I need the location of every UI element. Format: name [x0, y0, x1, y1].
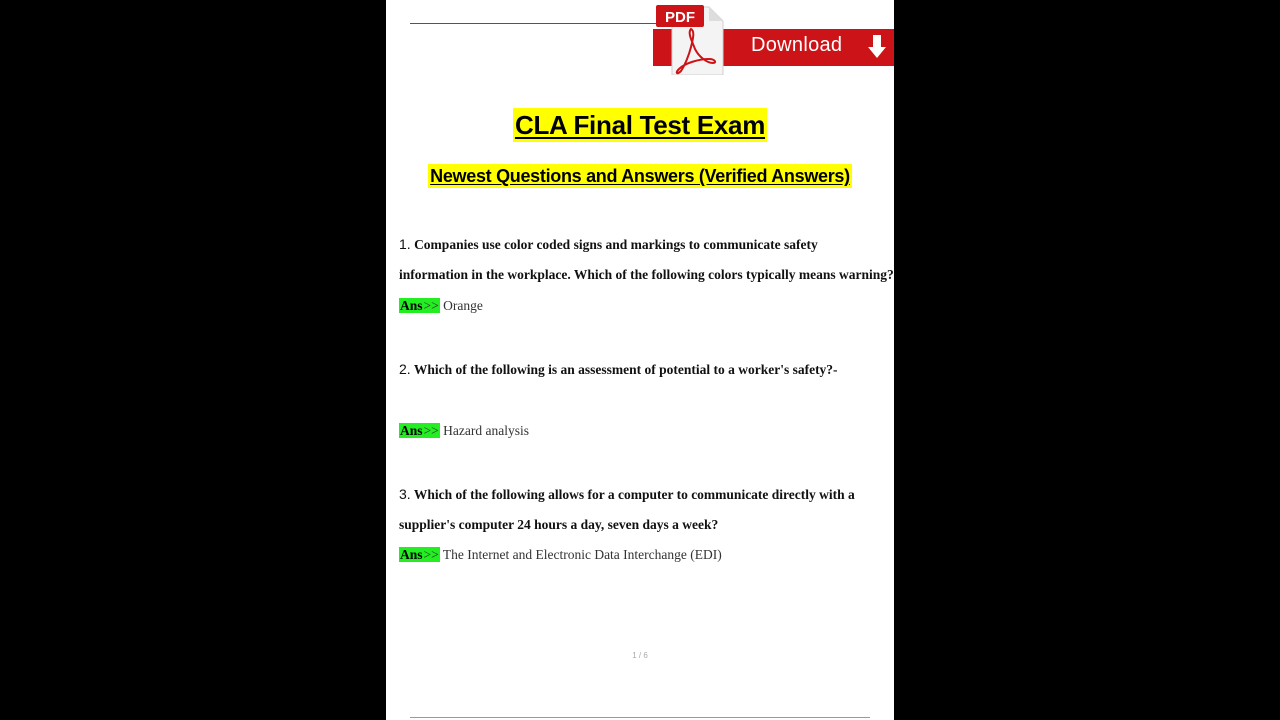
answer-arrows: >>	[423, 547, 439, 562]
download-arrow-icon	[868, 35, 886, 59]
document-subtitle: Newest Questions and Answers (Verified Answers)	[430, 166, 850, 186]
question-1-line-1	[399, 236, 818, 253]
page-number: 1 / 6	[632, 651, 648, 660]
question-number: 3.	[399, 486, 411, 502]
question-text: Companies use color coded signs and markings to communicate safety	[414, 237, 818, 252]
answer-arrows: >>	[423, 298, 439, 313]
answer-label: Ans	[400, 547, 423, 562]
footer-rule	[410, 717, 870, 718]
answer-1	[399, 298, 483, 314]
subtitle-container	[386, 164, 894, 188]
question-2-line-1	[399, 361, 838, 378]
question-text: Which of the following is an assessment of potential to a worker's safety?-	[413, 362, 838, 377]
answer-label: Ans	[400, 298, 423, 313]
pdf-badge-text: PDF	[665, 9, 695, 26]
question-3-line-2: supplier's computer 24 hours a day, seven days a week?	[399, 517, 719, 532]
title-container	[386, 108, 894, 142]
download-label: Download	[751, 34, 843, 56]
answer-label: Ans	[400, 423, 423, 438]
answer-text: Hazard analysis	[443, 423, 529, 438]
header-rule	[410, 23, 660, 24]
answer-3	[399, 547, 722, 563]
question-number: 2.	[399, 361, 411, 377]
pdf-file-icon[interactable]	[655, 3, 725, 75]
answer-text: Orange	[443, 298, 483, 313]
answer-2	[399, 423, 529, 439]
question-number: 1.	[399, 236, 411, 252]
question-text: Which of the following allows for a computer to communicate directly with a	[413, 487, 855, 502]
answer-arrows: >>	[423, 423, 439, 438]
document-title: CLA Final Test Exam	[514, 110, 766, 140]
answer-text: The Internet and Electronic Data Interchange (EDI)	[442, 547, 722, 562]
question-1-line-2: information in the workplace. Which of the following colors typically means warning?	[399, 267, 894, 282]
document-page	[386, 0, 894, 720]
question-3-line-1	[399, 486, 855, 503]
